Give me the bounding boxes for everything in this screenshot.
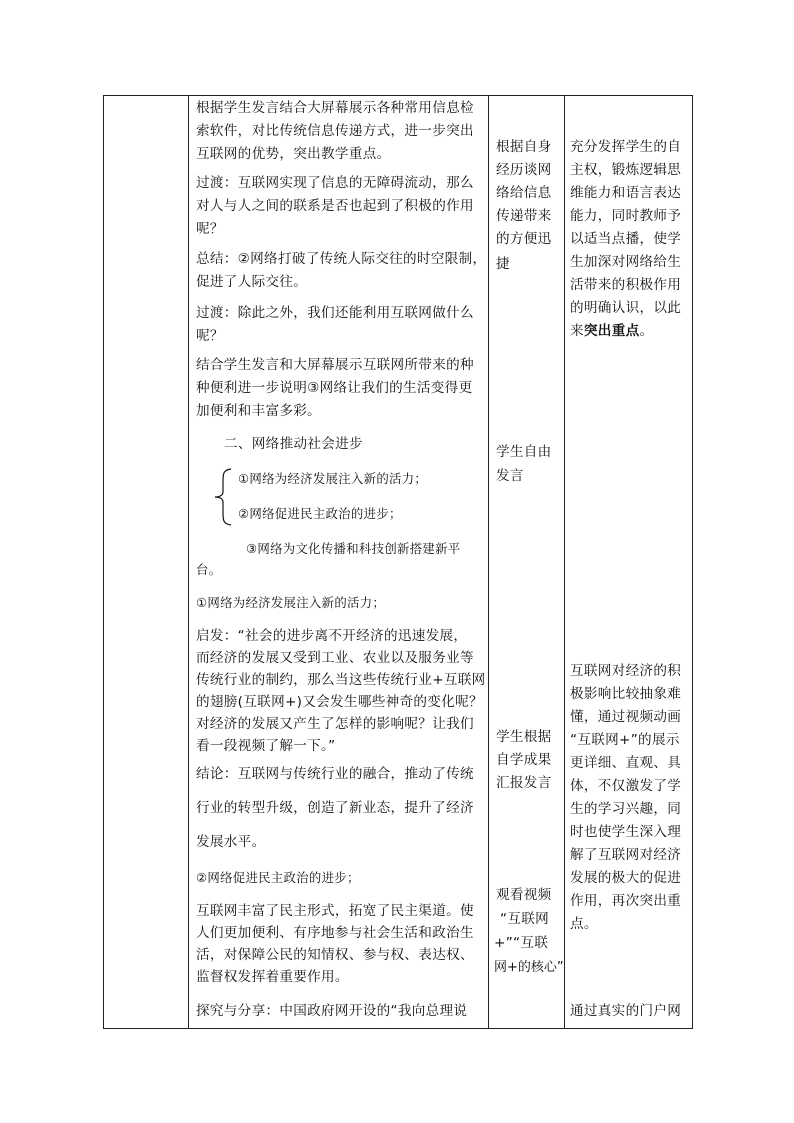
student-line: 网+的核心” xyxy=(494,960,564,975)
intent-line: 生的学习兴趣，同 xyxy=(570,801,682,817)
student-line: 的方便迅 xyxy=(496,231,552,247)
teacher-line: 过渡：互联网实现了信息的无障碍流动，那么 xyxy=(196,175,474,191)
intent-line: 作用，再次突出重 xyxy=(570,893,682,909)
intent-line: 维能力和语言表达 xyxy=(570,185,682,201)
teacher-line: ①网络为经济发展注入新的活力； xyxy=(196,595,386,610)
teacher-line: 加便利和丰富多彩。 xyxy=(196,403,322,419)
intent-line: 更详细、直观、具 xyxy=(570,755,682,771)
teacher-line: 对经济的发展又产生了怎样的影响呢？让我们 xyxy=(196,716,474,732)
column-divider-1 xyxy=(188,95,189,1029)
teacher-line: 人们更加便利、有序地参与社会生活和政治生 xyxy=(196,925,474,941)
teacher-line: ②网络促进民主政治的进步； xyxy=(238,506,402,521)
student-line: 汇报发言 xyxy=(496,775,552,791)
student-line: 根据自身 xyxy=(496,139,552,155)
teacher-line: ③网络为文化传播和科技创新搭建新平 xyxy=(246,541,461,556)
key-point-emphasis: 突出重点 xyxy=(583,323,640,339)
table-border-top xyxy=(103,95,692,96)
teacher-line: 根据学生发言结合大屏幕展示各种常用信息检 xyxy=(196,100,474,116)
student-line: 传递带来 xyxy=(496,208,552,224)
intent-line: 极影响比较抽象难 xyxy=(570,686,682,702)
column-divider-3 xyxy=(564,95,565,1029)
teacher-line: 索软件，对比传统信息传递方式，进一步突出 xyxy=(196,123,474,139)
student-line: 观看视频 xyxy=(496,887,552,903)
teacher-line: 传统行业的制约，那么当这些传统行业+互联网 xyxy=(196,672,486,688)
intent-text: 。 xyxy=(639,323,654,339)
student-line: +”“互联 xyxy=(494,935,549,951)
student-line: 自学成果 xyxy=(496,752,552,768)
intent-line: 体，不仅激发了学 xyxy=(570,778,682,794)
intent-text: 来 xyxy=(570,323,584,339)
teacher-line: 监督权发挥着重要作用。 xyxy=(196,969,349,985)
intent-line: 活带来的积极作用 xyxy=(570,277,682,293)
teacher-line: 互联网丰富了民主形式，拓宽了民主渠道。使 xyxy=(196,903,474,919)
teacher-line: 行业的转型升级，创造了新业态，提升了经济 xyxy=(196,800,474,816)
table-border-right xyxy=(692,95,693,1029)
student-line: 学生自由 xyxy=(496,444,552,460)
intent-line: “互联网+”的展示 xyxy=(570,732,680,748)
teacher-line: 活，对保障公民的知情权、参与权、表达权、 xyxy=(196,947,474,963)
teacher-line: 呢？ xyxy=(196,221,224,237)
teacher-line: 过渡：除此之外，我们还能利用互联网做什么 xyxy=(196,305,474,321)
student-line: 学生根据 xyxy=(496,729,552,745)
teacher-line: 对人与人之间的联系是否也起到了积极的作用 xyxy=(196,198,474,214)
intent-line: 充分发挥学生的自 xyxy=(570,139,682,155)
teacher-line: 发展水平。 xyxy=(196,834,266,850)
intent-line: 点。 xyxy=(570,916,598,932)
teacher-line: 总结：②网络打破了传统人际交往的时空限制， xyxy=(196,251,487,267)
intent-line: 解了互联网对经济 xyxy=(570,847,682,863)
teacher-line: 看一段视频了解一下。” xyxy=(196,738,336,754)
student-line: 经历谈网 xyxy=(496,162,552,178)
teacher-line: 结合学生发言和大屏幕展示互联网所带来的种 xyxy=(196,357,474,373)
teacher-line: 而经济的发展又受到工业、农业以及服务业等 xyxy=(196,650,474,666)
teacher-line: 互联网的优势，突出教学重点。 xyxy=(196,146,391,162)
teacher-line: ②网络促进民主政治的进步； xyxy=(196,870,360,885)
intent-line: 主权，锻炼逻辑思 xyxy=(570,162,682,178)
teacher-line: 启发：“社会的进步离不开经济的迅速发展， xyxy=(196,628,468,644)
teacher-line: 的翅膀(互联网+)又会发生哪些神奇的变化呢？ xyxy=(196,694,483,710)
teacher-line: 结论：互联网与传统行业的融合，推动了传统 xyxy=(196,766,474,782)
section-heading: 二、网络推动社会进步 xyxy=(224,436,363,452)
student-line: “互联网 xyxy=(500,911,550,927)
teacher-line: 探究与分享：中国政府网开设的“我向总理说 xyxy=(196,1003,468,1019)
brace-symbol xyxy=(213,468,233,526)
intent-line: 的明确认识，以此 xyxy=(570,300,682,316)
intent-line xyxy=(570,320,653,343)
teacher-line: ①网络为经济发展注入新的活力； xyxy=(238,471,428,486)
intent-line: 生加深对网络给生 xyxy=(570,254,682,270)
intent-line: 能力，同时教师予 xyxy=(570,208,682,224)
intent-line: 时也使学生深入理 xyxy=(570,824,682,840)
intent-line: 通过真实的门户网 xyxy=(570,1003,682,1019)
column-divider-2 xyxy=(488,95,489,1029)
table-border-bottom xyxy=(103,1028,692,1029)
intent-line: 互联网对经济的积 xyxy=(570,663,682,679)
student-line: 发言 xyxy=(496,468,524,484)
teacher-line: 种便利进一步说明③网络让我们的生活变得更 xyxy=(196,380,473,396)
teacher-line: 促进了人际交往。 xyxy=(196,274,308,290)
teacher-line: 呢？ xyxy=(196,328,224,344)
student-line: 捷 xyxy=(496,256,510,272)
intent-line: 以适当点播，使学 xyxy=(570,231,682,247)
table-border-left xyxy=(103,95,104,1029)
teacher-line: 台。 xyxy=(196,562,222,577)
student-line: 络给信息 xyxy=(496,185,552,201)
intent-line: 懂，通过视频动画 xyxy=(570,709,682,725)
intent-line: 发展的极大的促进 xyxy=(570,870,682,886)
